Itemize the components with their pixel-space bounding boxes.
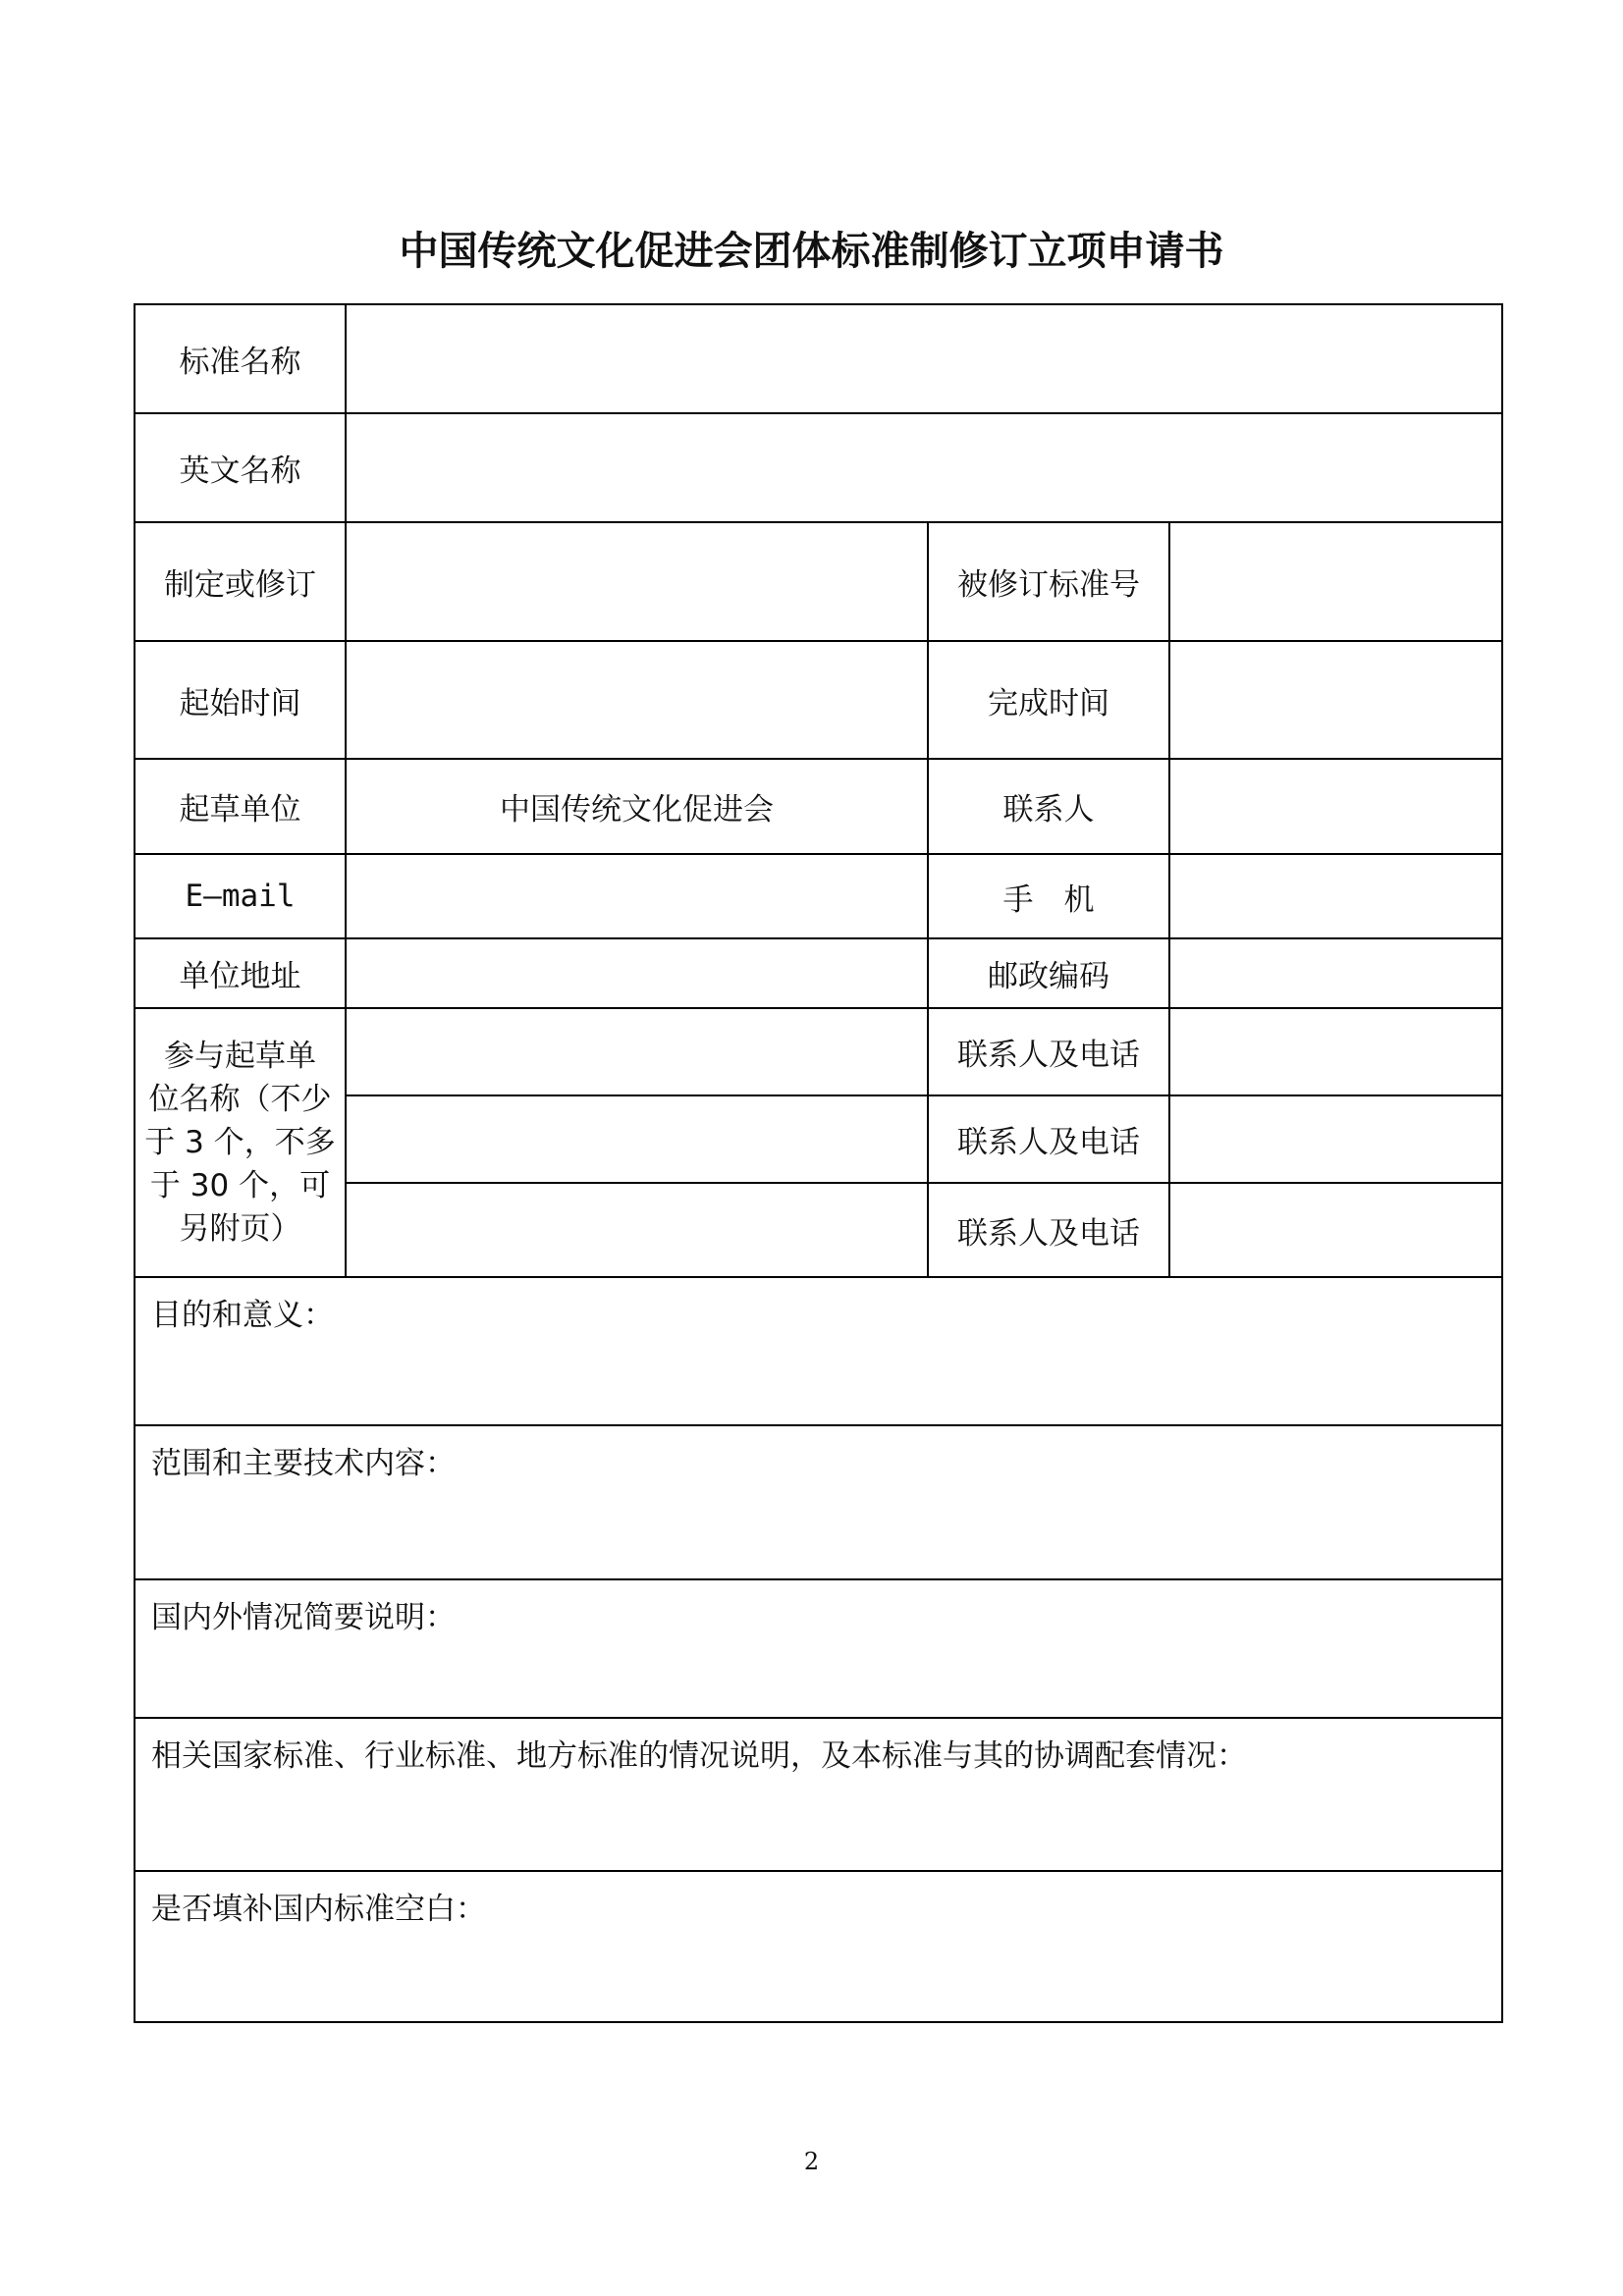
participants-label-line: 于 3 个，不多	[144, 1125, 336, 1160]
application-form	[134, 303, 1503, 2023]
contact-label: 联系人	[928, 759, 1169, 854]
contact-field[interactable]	[1169, 759, 1502, 854]
participant-unit-field[interactable]	[346, 1095, 928, 1183]
participants-label-line: 于 30 个，可	[149, 1168, 331, 1203]
postcode-label: 邮政编码	[928, 938, 1169, 1008]
email-label: E—mail	[135, 854, 346, 938]
start-time-label: 起始时间	[135, 641, 346, 759]
participant-contact-field[interactable]	[1169, 1183, 1502, 1277]
email-field[interactable]	[346, 854, 928, 938]
revised-no-field[interactable]	[1169, 522, 1502, 641]
standard-name-label: 标准名称	[135, 304, 346, 413]
finish-time-label: 完成时间	[928, 641, 1169, 759]
form-title: 中国传统文化促进会团体标准制修订立项申请书	[399, 229, 1224, 274]
postcode-field[interactable]	[1169, 938, 1502, 1008]
participant-unit-field[interactable]	[346, 1183, 928, 1277]
participants-label-line: 参与起草单	[164, 1039, 316, 1074]
participant-contact-label: 联系人及电话	[928, 1183, 1169, 1277]
participant-contact-label: 联系人及电话	[928, 1008, 1169, 1095]
drafting-unit-label: 起草单位	[135, 759, 346, 854]
english-name-field[interactable]	[346, 413, 1502, 522]
mobile-field[interactable]	[1169, 854, 1502, 938]
participant-unit-field[interactable]	[346, 1008, 928, 1095]
start-time-field[interactable]	[346, 641, 928, 759]
domestic-foreign-section[interactable]: 国内外情况简要说明：	[135, 1579, 1502, 1718]
mobile-label: 手 机	[928, 854, 1169, 938]
standard-name-field[interactable]	[346, 304, 1502, 413]
fills-gap-section[interactable]: 是否填补国内标准空白：	[135, 1871, 1502, 2022]
purpose-section[interactable]: 目的和意义：	[135, 1277, 1502, 1425]
scope-section[interactable]: 范围和主要技术内容：	[135, 1425, 1502, 1579]
participants-label-line: 位名称（不少	[148, 1082, 332, 1117]
participant-contact-label: 联系人及电话	[928, 1095, 1169, 1183]
participants-label-line: 另附页）	[179, 1211, 301, 1247]
finish-time-field[interactable]	[1169, 641, 1502, 759]
type-field[interactable]	[346, 522, 928, 641]
revised-no-label: 被修订标准号	[928, 522, 1169, 641]
address-field[interactable]	[346, 938, 928, 1008]
type-label: 制定或修订	[135, 522, 346, 641]
page-number: 2	[803, 2148, 820, 2175]
address-label: 单位地址	[135, 938, 346, 1008]
related-standards-section[interactable]: 相关国家标准、行业标准、地方标准的情况说明，及本标准与其的协调配套情况：	[135, 1718, 1502, 1871]
drafting-unit-field[interactable]: 中国传统文化促进会	[346, 759, 928, 854]
participants-label	[135, 1008, 346, 1277]
participant-contact-field[interactable]	[1169, 1008, 1502, 1095]
participant-contact-field[interactable]	[1169, 1095, 1502, 1183]
english-name-label: 英文名称	[135, 413, 346, 522]
